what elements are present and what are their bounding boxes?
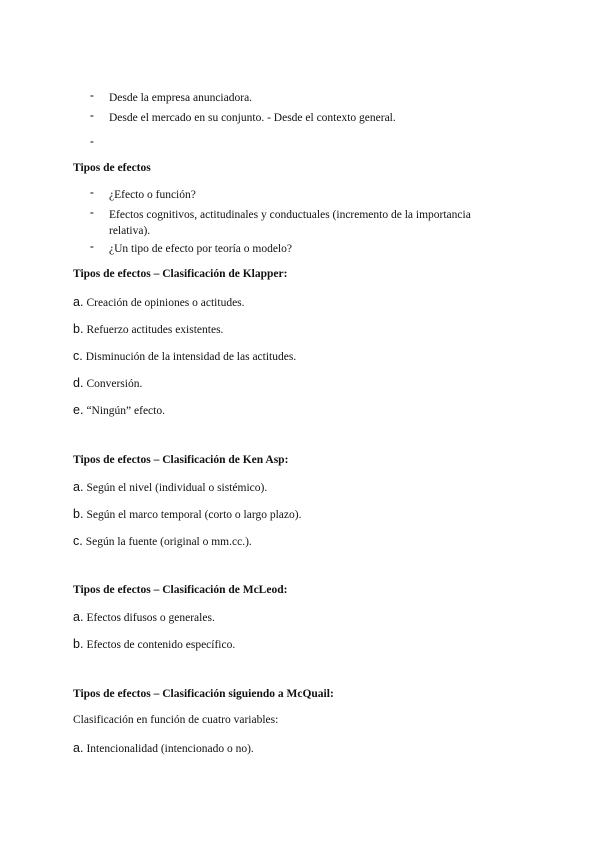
list-item-text: Según el nivel (individual o sistémico). bbox=[86, 482, 268, 494]
section-heading: Tipos de efectos bbox=[73, 162, 151, 174]
list-item bbox=[73, 376, 142, 390]
list-item-label: b. bbox=[73, 322, 84, 336]
list-item-text: Efectos difusos o generales. bbox=[86, 612, 215, 624]
list-item bbox=[73, 741, 254, 755]
list-item-label: b. bbox=[73, 637, 84, 651]
list-item bbox=[73, 295, 245, 309]
list-item bbox=[73, 534, 252, 548]
bullet-dash: - bbox=[90, 207, 94, 219]
list-item-text: Según el marco temporal (corto o largo plazo). bbox=[86, 509, 302, 521]
list-item-text: Conversión. bbox=[86, 378, 143, 390]
list-item bbox=[73, 507, 301, 521]
list-item bbox=[73, 403, 165, 417]
bullet-text: Desde el mercado en su conjunto. - Desde el contexto general. bbox=[109, 112, 396, 124]
list-item-label: a. bbox=[73, 480, 84, 494]
list-item-label: a. bbox=[73, 741, 84, 755]
list-item-label: a. bbox=[73, 295, 84, 309]
bullet-text: Desde la empresa anunciadora. bbox=[109, 92, 253, 104]
list-item-text: Disminución de la intensidad de las actitudes. bbox=[85, 351, 297, 363]
bullet-dash: - bbox=[90, 187, 94, 199]
bullet-dash: - bbox=[90, 136, 94, 148]
list-item-label: d. bbox=[73, 376, 84, 390]
bullet-text: Efectos cognitivos, actitudinales y conductuales (incremento de la importancia relativa). bbox=[109, 209, 471, 237]
list-item-text: Intencionalidad (intencionado o no). bbox=[86, 743, 254, 755]
list-item-label: a. bbox=[73, 610, 84, 624]
list-item-text: Creación de opiniones o actitudes. bbox=[86, 297, 245, 309]
bullet-dash: - bbox=[90, 241, 94, 253]
section-heading: Tipos de efectos – Clasificación de Klapper: bbox=[73, 268, 288, 280]
bullet-dash: - bbox=[90, 90, 94, 102]
list-item-text: Efectos de contenido específico. bbox=[86, 639, 236, 651]
list-item-label: e. bbox=[73, 403, 84, 417]
list-item-label: c. bbox=[73, 349, 83, 363]
list-item-text: Según la fuente (original o mm.cc.). bbox=[85, 536, 252, 548]
bullet-text: ¿Un tipo de efecto por teoría o modelo? bbox=[109, 243, 292, 255]
list-item bbox=[73, 480, 267, 494]
list-item bbox=[73, 322, 223, 336]
list-item bbox=[73, 637, 235, 651]
list-item bbox=[73, 610, 215, 624]
section-heading: Tipos de efectos – Clasificación de McLeod: bbox=[73, 584, 288, 596]
list-item-text: Refuerzo actitudes existentes. bbox=[86, 324, 224, 336]
list-item bbox=[73, 349, 296, 363]
paragraph: Clasificación en función de cuatro variables: bbox=[73, 714, 279, 726]
section-heading: Tipos de efectos – Clasificación de Ken Asp: bbox=[73, 454, 289, 466]
bullet-text: ¿Efecto o función? bbox=[109, 189, 196, 201]
list-item-text: “Ningún” efecto. bbox=[86, 405, 165, 417]
list-item-label: b. bbox=[73, 507, 84, 521]
bullet-dash: - bbox=[90, 110, 94, 122]
section-heading: Tipos de efectos – Clasificación siguiendo a McQuail: bbox=[73, 688, 334, 700]
list-item-label: c. bbox=[73, 534, 83, 548]
